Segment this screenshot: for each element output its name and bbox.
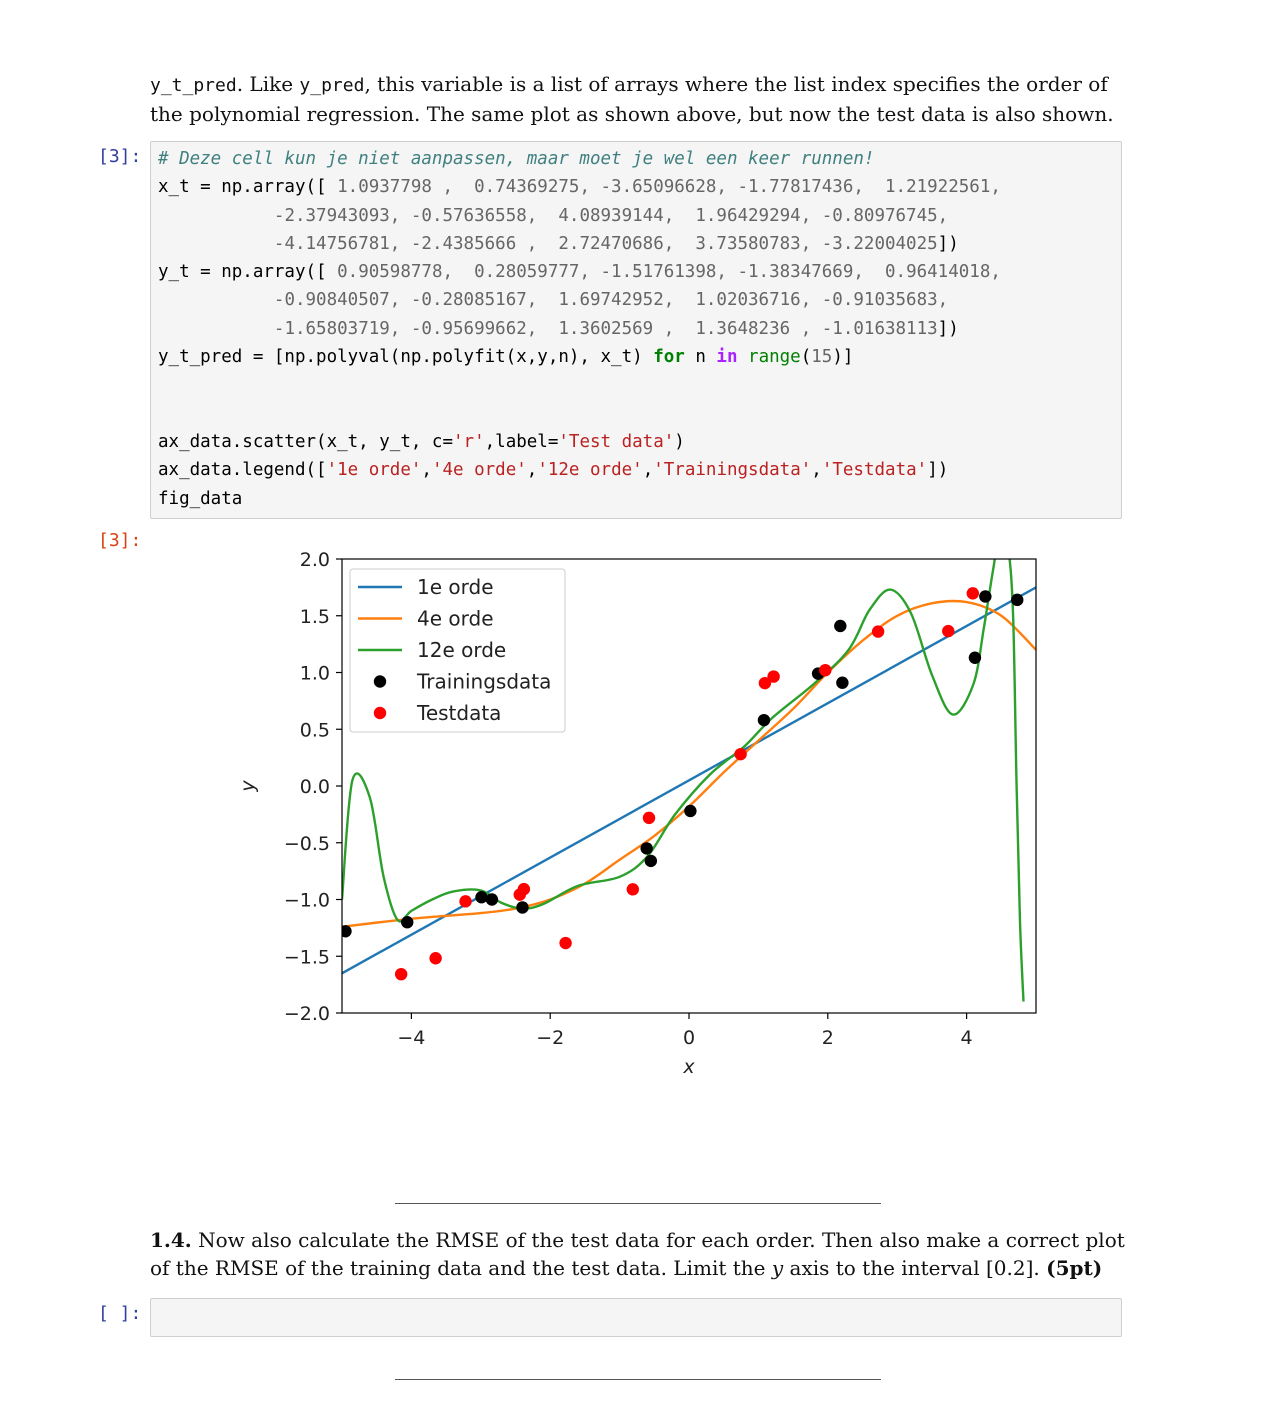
code-line-pred: y_t_pred = [np.polyval(np.polyfit(x,y,n), x_t) for n in range(15)]: [158, 347, 854, 368]
code-line-scatter: ax_data.scatter(x_t, y_t, c='r',label='Test data'): [158, 431, 685, 452]
polyfit-chart: [230, 545, 1050, 1085]
training-point: [401, 916, 413, 928]
test-point: [395, 968, 407, 980]
intro-paragraph: [150, 70, 1130, 128]
code-line-legend: ax_data.legend(['1e orde','4e orde','12e orde','Trainingsdata','Testdata']): [158, 460, 949, 481]
code-line-xt-2: -2.37943093, -0.57636558, 4.08939144, 1.96429294, -0.80976745,: [273, 205, 949, 226]
code-line-yt-2: -0.90840507, -0.28085167, 1.69742952, 1.02036716, -0.91035683,: [273, 290, 949, 311]
question-number: 1.4.: [150, 1228, 192, 1252]
training-point: [836, 677, 848, 689]
training-point: [684, 805, 696, 817]
y-tick-label: 0.5: [299, 719, 330, 742]
x-tick-label: −2: [536, 1027, 565, 1049]
input-prompt: [3]:: [98, 146, 142, 167]
y-tick-label: −2.0: [283, 1003, 330, 1025]
test-point: [767, 670, 779, 682]
question-line-2: of the RMSE of the training data and the test data. Limit the y axis to the interval [0.2]. (5pt): [150, 1256, 1103, 1280]
training-point: [640, 842, 652, 854]
code-line-fig: fig_data: [158, 488, 243, 509]
test-point: [514, 888, 526, 900]
inline-code-y-pred: y_pred: [299, 75, 365, 96]
intro-line-1: y_t_pred. Like y_pred, this variable is a list of arrays where the list index specifies the order of: [150, 72, 1108, 96]
y-axis-label: y: [237, 780, 259, 792]
legend-entry-order-4-label: 4e orde: [417, 606, 494, 631]
code-line-xt-1: x_t = np.array([ 1.0937798 , 0.74369275, -3.65096628, -1.77817436, 1.21922561,: [158, 177, 1001, 198]
test-point: [459, 895, 471, 907]
training-point: [1011, 594, 1023, 606]
test-point: [429, 952, 441, 964]
x-tick-label: 2: [821, 1027, 834, 1049]
code-line-yt-3: -1.65803719, -0.95699662, 1.3602569 , 1.3648236 , -1.01638113]): [273, 318, 959, 339]
y-tick-label: 2.0: [299, 549, 330, 571]
training-point: [486, 893, 498, 905]
test-point: [942, 625, 954, 637]
question-points: (5pt): [1046, 1256, 1103, 1280]
training-point: [758, 714, 770, 726]
code-cell[interactable]: [150, 141, 1122, 519]
test-point: [819, 664, 831, 676]
code-line-yt-1: y_t = np.array([ 0.90598778, 0.28059777, -1.51761398, -1.38347669, 0.96414018,: [158, 262, 1001, 283]
training-point: [645, 855, 657, 867]
y-tick-label: 0.0: [299, 776, 330, 798]
legend: [350, 569, 565, 732]
divider-bottom: [395, 1379, 881, 1380]
divider: [395, 1203, 881, 1204]
training-point: [516, 901, 528, 913]
inline-code-y-t-pred: y_t_pred: [150, 75, 237, 96]
y-tick-label: −1.5: [283, 946, 330, 969]
test-point: [559, 937, 571, 949]
y-tick-label: −0.5: [283, 832, 330, 855]
test-point: [734, 748, 746, 760]
output-prompt: [3]:: [98, 530, 142, 551]
y-tick-label: 1.0: [299, 662, 330, 685]
legend-entry-test-swatch: [374, 707, 386, 719]
test-point: [627, 883, 639, 895]
y-tick-label: −1.0: [283, 889, 330, 912]
training-point: [834, 620, 846, 632]
test-point: [643, 812, 655, 824]
training-point: [979, 590, 991, 602]
question-paragraph: [150, 1226, 1130, 1282]
training-point: [339, 925, 351, 937]
question-line-1: 1.4. Now also calculate the RMSE of the test data for each order. Then also make a correct plot: [150, 1228, 1125, 1252]
legend-entry-training-swatch: [374, 675, 386, 687]
code-line-xt-3: -4.14756781, -2.4385666 , 2.72470686, 3.73580783, -3.22004025]): [273, 233, 959, 254]
empty-input-prompt: [ ]:: [98, 1303, 142, 1324]
x-axis-label: x: [683, 1056, 695, 1078]
x-tick-label: −4: [397, 1027, 426, 1049]
training-point: [969, 652, 981, 664]
x-tick-label: 4: [960, 1027, 973, 1049]
legend-entry-training-label: Trainingsdata: [417, 669, 552, 694]
x-tick-label: 0: [682, 1027, 696, 1049]
y-tick-label: 1.5: [299, 605, 330, 628]
training-point: [475, 891, 487, 903]
test-point: [967, 587, 979, 599]
code-line-comment: # Deze cell kun je niet aanpassen, maar moet je wel een keer runnen!: [158, 149, 875, 169]
legend-entry-order-12-label: 12e orde: [417, 638, 507, 662]
intro-line-2: the polynomial regression. The same plot as shown above, but now the test data is also shown.: [150, 102, 1114, 126]
code-editor[interactable]: [151, 142, 1121, 513]
legend-entry-order-1-label: 1e orde: [417, 575, 494, 599]
legend-entry-test-label: Testdata: [417, 701, 502, 725]
test-point: [872, 625, 884, 637]
empty-code-cell[interactable]: [150, 1298, 1122, 1337]
